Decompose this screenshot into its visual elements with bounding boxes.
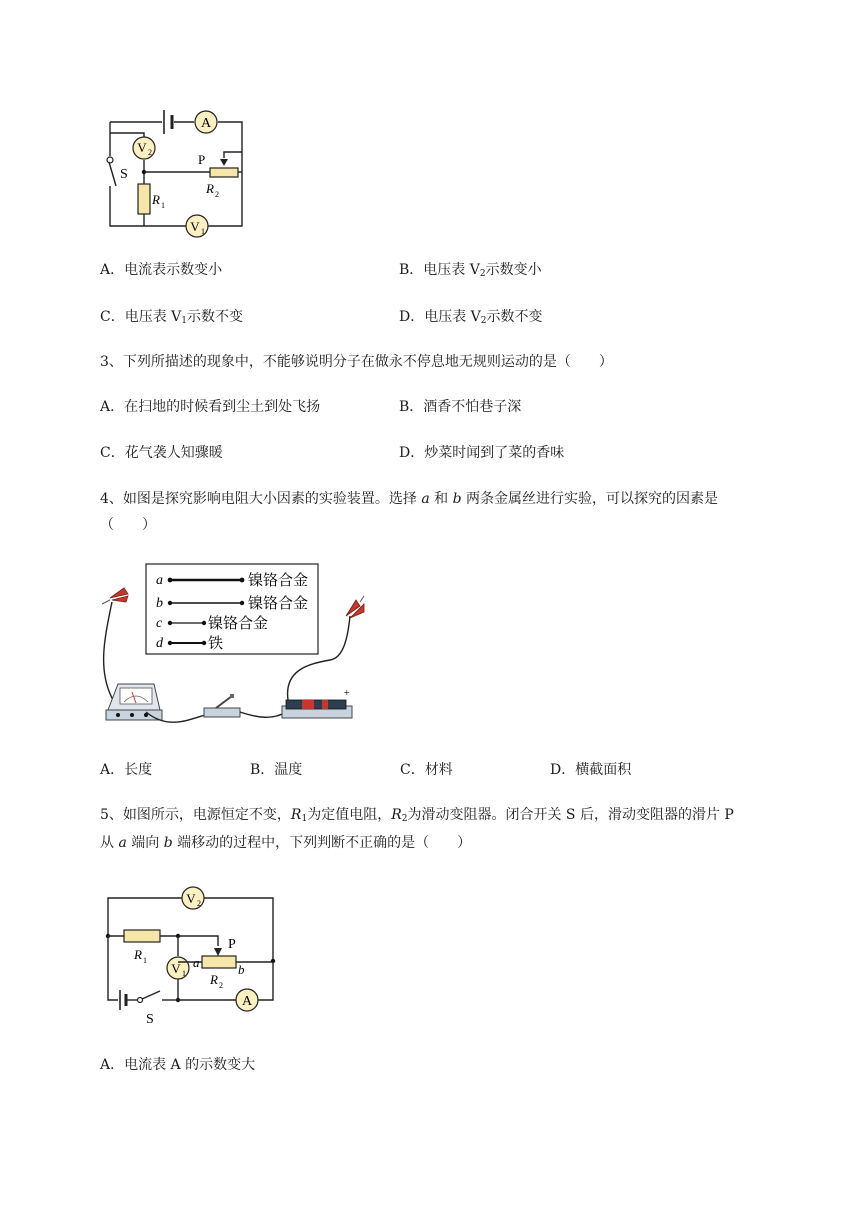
q2-option-a[interactable]: A．电流表示数变小 [100,262,223,278]
svg-text:R: R [210,972,218,987]
q2-resistor-r2 [210,168,238,177]
svg-text:2: 2 [219,981,223,990]
q2-option-d[interactable]: D．电压表 $V_2$示数不变 [399,309,543,326]
svg-text:c: c [156,616,163,631]
svg-text:a: a [156,573,163,588]
q2-resistor-r1 [138,184,150,214]
q5-ammeter [236,989,258,1011]
q4-stem: 4、如图是探究影响电阻大小因素的实验装置。选择 a 和 b 两条金属丝进行实验，可以探究的因素是 [100,491,719,507]
q5-circuit-diagram [98,880,288,1030]
svg-text:2: 2 [148,148,152,157]
svg-text:A: A [200,116,212,131]
q2-voltmeter-v1 [186,215,208,237]
q5-voltmeter-v1 [167,957,189,979]
q3-stem: 3、下列所描述的现象中，不能够说明分子在做永不停息地无规则运动的是（ ） [100,354,613,370]
svg-text:V: V [171,961,181,976]
svg-text:1: 1 [161,201,165,210]
svg-text:A: A [241,994,253,1009]
q4-resistance-board [282,688,352,718]
svg-text:1: 1 [201,227,205,236]
svg-text:R: R [152,192,160,207]
q4-option-d[interactable]: D．横截面积 [550,762,632,778]
svg-text:b: b [238,962,245,977]
svg-text:2: 2 [197,899,201,908]
q5-voltmeter-v2 [182,887,204,909]
svg-text:镍铬合金: 镍铬合金 [248,596,309,612]
q5-resistor-r2 [202,956,236,968]
svg-text:1: 1 [182,969,186,978]
q3-option-d[interactable]: D．炒菜时闻到了菜的香味 [399,445,565,461]
svg-text:2: 2 [215,190,219,199]
svg-text:铁: 铁 [208,636,224,652]
q2-option-c[interactable]: C．电压表 $V_1$示数不变 [100,309,244,326]
q5-switch-blade [142,991,160,999]
q2-ammeter [195,111,217,133]
q4-right-alligator-clip [346,596,364,618]
q4-knife-switch [204,694,240,717]
q3-option-b[interactable]: B．酒香不怕巷子深 [399,399,522,415]
q5-stem-line2: 从 a 端向 b 端移动的过程中，下列判断不正确的是（ ） [100,835,472,851]
q5-resistor-r1 [124,930,160,942]
svg-text:R: R [206,181,214,196]
svg-text:V: V [190,219,200,234]
q5-slider-p: P [228,937,236,952]
svg-text:镍铬合金: 镍铬合金 [208,616,269,632]
svg-text:d: d [156,636,163,651]
q4-option-a[interactable]: A．长度 [100,762,153,778]
q2-option-b[interactable]: B．电压表 $V_2$示数变小 [399,262,542,279]
svg-text:+: + [344,688,350,699]
svg-text:1: 1 [143,956,147,965]
q5-switch-label: S [146,1012,154,1027]
q2-switch-blade [109,162,116,186]
q2-circuit-diagram [100,100,250,240]
q5-stem-line1: 5、如图所示，电源恒定不变，$R_1$为定值电阻，$R_2$为滑动变阻器。闭合开关 S 后，滑动变阻器的滑片 P [100,807,734,824]
q2-switch-label: S [120,167,128,182]
q4-left-alligator-clip [102,588,128,604]
svg-text:镍铬合金: 镍铬合金 [248,573,309,589]
svg-text:V: V [137,140,147,155]
q5-option-a[interactable]: A．电流表 A 的示数变大 [100,1057,256,1073]
q3-option-c[interactable]: C．花气袭人知骤暖 [100,445,223,461]
q4-option-b[interactable]: B．温度 [250,762,303,778]
svg-text:a: a [193,955,200,970]
q3-option-a[interactable]: A．在扫地的时候看到尘土到处飞扬 [100,399,321,415]
svg-text:b: b [156,596,163,611]
q4-experiment-diagram [98,560,368,730]
q4-stem-line2: （ ） [100,517,156,533]
q4-option-c[interactable]: C．材料 [400,762,453,778]
q2-voltmeter-v2 [133,137,155,159]
svg-text:V: V [186,891,196,906]
q2-slider-p: P [198,152,206,167]
svg-text:R: R [134,947,142,962]
q4-ammeter [106,684,162,720]
